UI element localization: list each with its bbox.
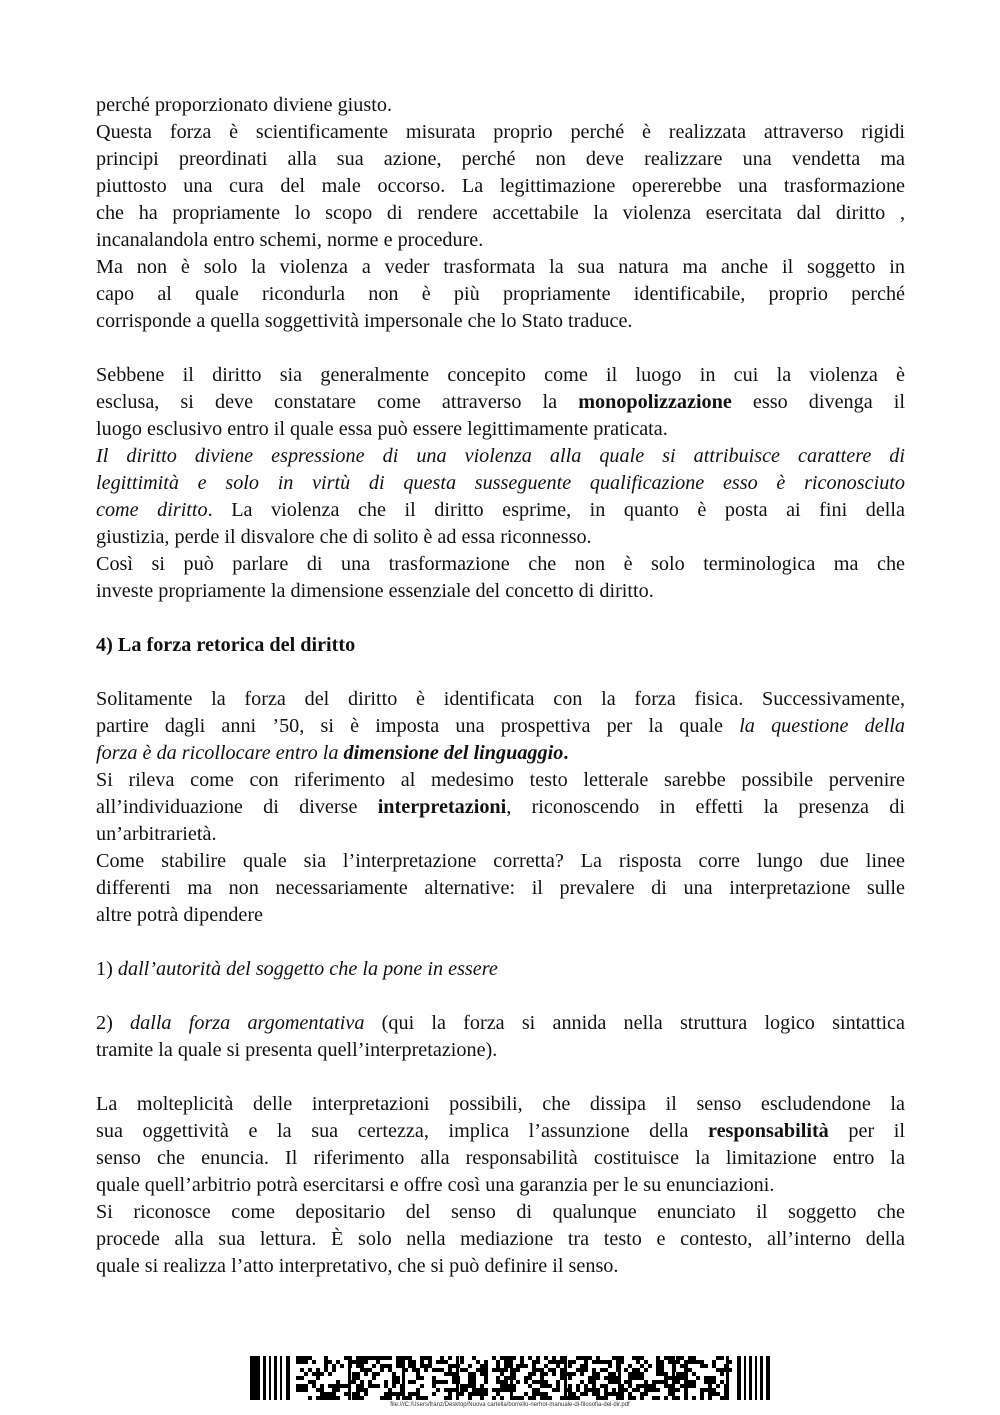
list-item: 2) dalla forza argomentativa (qui la forza si annida nella struttura logico sintattica [96, 1012, 905, 1034]
text-line: Come stabilire quale sia l’interpretazione corretta? La risposta corre lungo due linee [96, 850, 905, 872]
text-line: un’arbitrarietà. [96, 823, 217, 845]
text-line: piuttosto una cura del male occorso. La legittimazione opererebbe una trasformazione [96, 175, 905, 197]
text-line: quale quell’arbitrio potrà esercitarsi e offre così una garanzia per le su enunciazioni. [96, 1174, 775, 1196]
section-heading: 4) La forza retorica del diritto [96, 634, 356, 656]
text-line: capo al quale ricondurla non è più propriamente identificabile, proprio perché [96, 283, 905, 305]
text-line: investe propriamente la dimensione essenziale del concetto di diritto. [96, 580, 654, 602]
text-line: Il diritto diviene espressione di una violenza alla quale si attribuisce carattere di [96, 445, 905, 467]
bold-term: dimensione del linguaggio [343, 742, 564, 764]
text-line: che ha propriamente lo scopo di rendere accettabile la violenza esercitata dal diritto , [96, 202, 905, 224]
page-body [96, 92, 905, 1280]
text-line: legittimità e solo in virtù di questa susseguente qualificazione esso è riconosciuto [96, 472, 905, 494]
text-line: Si riconosce come depositario del senso di qualunque enunciato il soggetto che [96, 1201, 905, 1223]
text-line: La molteplicità delle interpretazioni possibili, che dissipa il senso escludendone la [96, 1093, 905, 1115]
text-line: altre potrà dipendere [96, 904, 264, 926]
text-line: sua oggettività e la sua certezza, implica l’assunzione della responsabilità per il [96, 1120, 905, 1142]
bold-term: responsabilità [708, 1120, 829, 1142]
text-line: all’individuazione di diverse interpretazioni, riconoscendo in effetti la presenza di [96, 796, 905, 818]
text-line: procede alla sua lettura. È solo nella mediazione tra testo e contesto, all’interno della [96, 1228, 905, 1250]
text-line: esclusa, si deve constatare come attraverso la monopolizzazione esso divenga il [96, 391, 905, 413]
text-line: luogo esclusivo entro il quale essa può essere legittimamente praticata. [96, 418, 668, 440]
text-line: forza è da ricollocare entro la dimensione del linguaggio. [96, 742, 569, 764]
file-path-caption: file:///C:/Users/franz/Desktop/Nuova cartella/borrello-nerhot-manuale-di-filosofia-del-dir.pdf [390, 1402, 630, 1408]
text-line: Questa forza è scientificamente misurata proprio perché è realizzata attraverso rigidi [96, 121, 905, 143]
text-line: Si rileva come con riferimento al medesimo testo letterale sarebbe possibile pervenire [96, 769, 905, 791]
text-line: principi preordinati alla sua azione, perché non deve realizzare una vendetta ma [96, 148, 905, 170]
text-line: Così si può parlare di una trasformazione che non è solo terminologica ma che [96, 553, 905, 575]
text-line: partire dagli anni ’50, si è imposta una prospettiva per la quale la questione della [96, 715, 906, 737]
text-line: Sebbene il diritto sia generalmente concepito come il luogo in cui la violenza è [96, 364, 905, 386]
barcode-image [250, 1356, 770, 1400]
bold-term: monopolizzazione [578, 391, 732, 413]
bold-term: interpretazioni [377, 796, 507, 818]
text-line: differenti ma non necessariamente alternative: il prevalere di una interpretazione sulle [96, 877, 905, 899]
list-item: 1) dall’autorità del soggetto che la pone in essere [96, 958, 498, 980]
text-line: giustizia, perde il disvalore che di solito è ad essa riconnesso. [96, 526, 592, 548]
text-line: tramite la quale si presenta quell’interpretazione). [96, 1039, 498, 1061]
text-line: quale si realizza l’atto interpretativo, che si può definire il senso. [96, 1255, 619, 1277]
text-line: Solitamente la forza del diritto è identificata con la forza fisica. Successivamente, [96, 688, 905, 710]
text-line: come diritto. La violenza che il diritto esprime, in quanto è posta ai fini della [96, 499, 905, 521]
text-line: perché proporzionato diviene giusto. [96, 94, 392, 116]
text-line: incanalandola entro schemi, norme e procedure. [96, 229, 484, 251]
text-line: senso che enuncia. Il riferimento alla responsabilità costituisce la limitazione entro la [96, 1147, 905, 1169]
text-line: corrisponde a quella soggettività impersonale che lo Stato traduce. [96, 310, 633, 332]
text-line: Ma non è solo la violenza a veder trasformata la sua natura ma anche il soggetto in [96, 256, 905, 278]
